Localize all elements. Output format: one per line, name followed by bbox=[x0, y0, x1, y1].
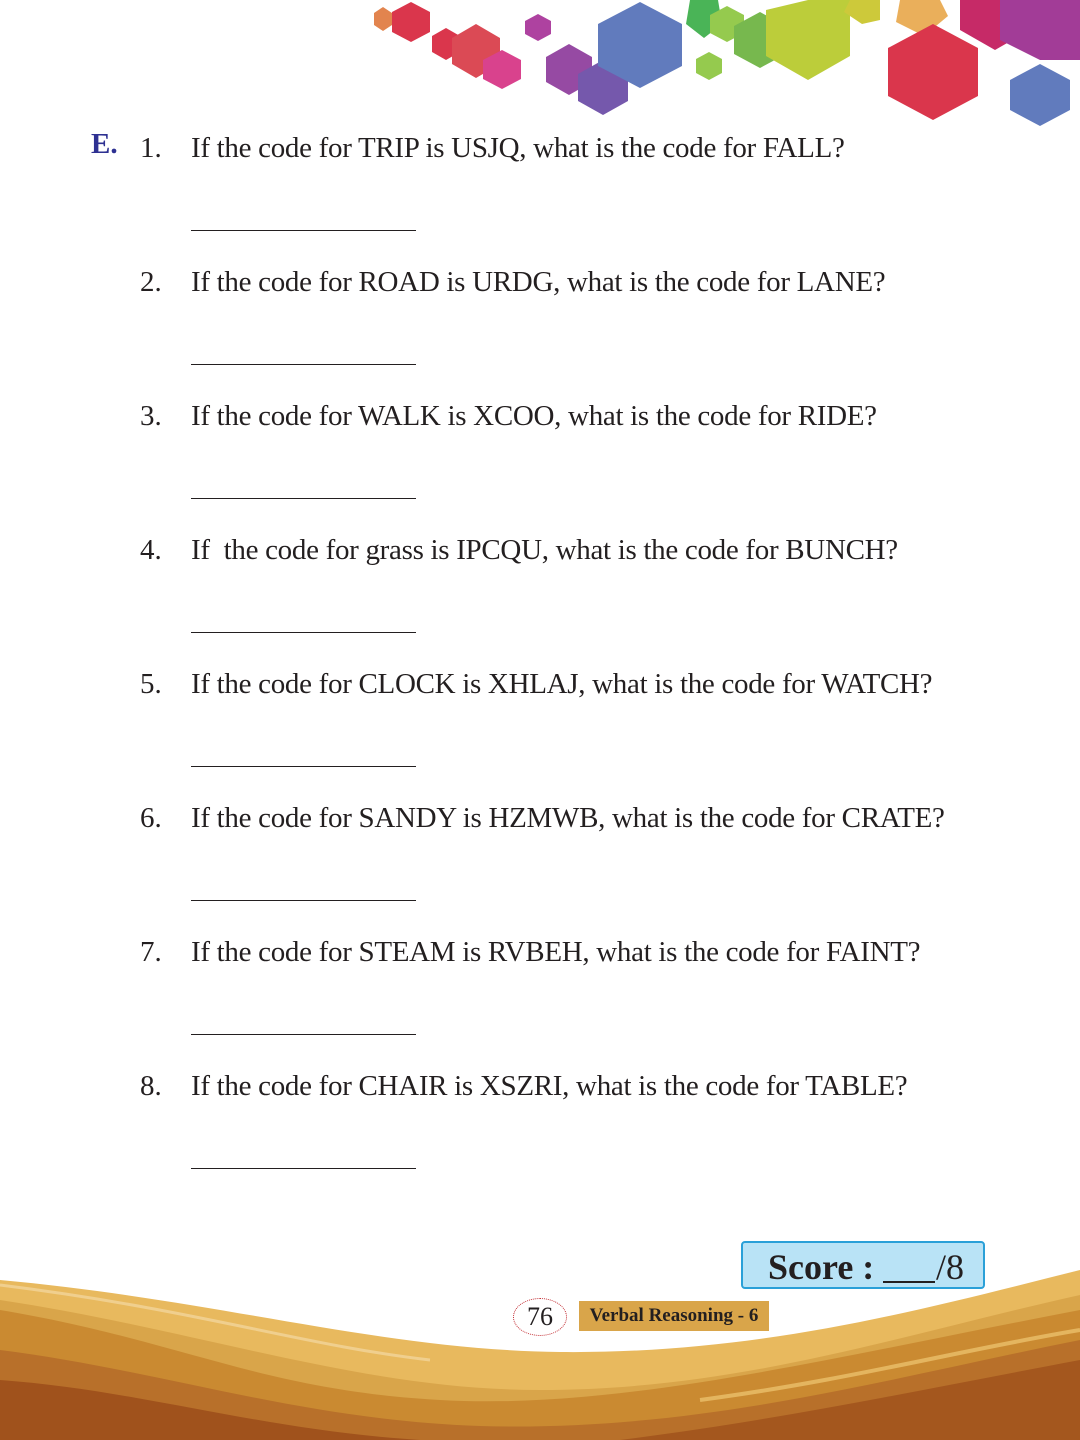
question-7 bbox=[0, 936, 1080, 976]
page-number: 76 bbox=[513, 1298, 567, 1336]
answer-line-6[interactable] bbox=[191, 900, 416, 901]
answer-line-7[interactable] bbox=[191, 1034, 416, 1035]
answer-line-1[interactable] bbox=[191, 230, 416, 231]
section-letter: E. bbox=[91, 128, 118, 160]
score-blank[interactable] bbox=[883, 1281, 935, 1283]
book-title: Verbal Reasoning - 6 bbox=[579, 1301, 769, 1331]
question-number: 3. bbox=[140, 400, 162, 432]
answer-line-5[interactable] bbox=[191, 766, 416, 767]
question-number: 6. bbox=[140, 802, 162, 834]
question-5 bbox=[0, 668, 1080, 708]
question-text: If the code for CHAIR is XSZRI, what is the code for TABLE? bbox=[191, 1070, 908, 1102]
question-2 bbox=[0, 266, 1080, 306]
question-4 bbox=[0, 534, 1080, 574]
question-text: If the code for STEAM is RVBEH, what is the code for FAINT? bbox=[191, 936, 921, 968]
question-8 bbox=[0, 1070, 1080, 1110]
question-number: 2. bbox=[140, 266, 162, 298]
hexagon-decoration bbox=[0, 0, 1080, 130]
question-text: If the code for CLOCK is XHLAJ, what is the code for WATCH? bbox=[191, 668, 933, 700]
score-label: Score : bbox=[768, 1247, 884, 1287]
question-number: 1. bbox=[140, 132, 162, 164]
question-number: 5. bbox=[140, 668, 162, 700]
answer-line-4[interactable] bbox=[191, 632, 416, 633]
score-box bbox=[741, 1241, 985, 1289]
answer-line-8[interactable] bbox=[191, 1168, 416, 1169]
question-text: If the code for ROAD is URDG, what is the code for LANE? bbox=[191, 266, 886, 298]
score-total: /8 bbox=[936, 1247, 965, 1287]
answer-line-3[interactable] bbox=[191, 498, 416, 499]
question-number: 8. bbox=[140, 1070, 162, 1102]
question-number: 7. bbox=[140, 936, 162, 968]
question-text: If the code for grass is IPCQU, what is the code for BUNCH? bbox=[191, 534, 898, 566]
question-number: 4. bbox=[140, 534, 162, 566]
question-6 bbox=[0, 802, 1080, 842]
question-text: If the code for SANDY is HZMWB, what is the code for CRATE? bbox=[191, 802, 945, 834]
question-text: If the code for TRIP is USJQ, what is the code for FALL? bbox=[191, 132, 845, 164]
question-text: If the code for WALK is XCOO, what is the code for RIDE? bbox=[191, 400, 877, 432]
answer-line-2[interactable] bbox=[191, 364, 416, 365]
question-3 bbox=[0, 400, 1080, 440]
question-1 bbox=[0, 132, 1080, 172]
